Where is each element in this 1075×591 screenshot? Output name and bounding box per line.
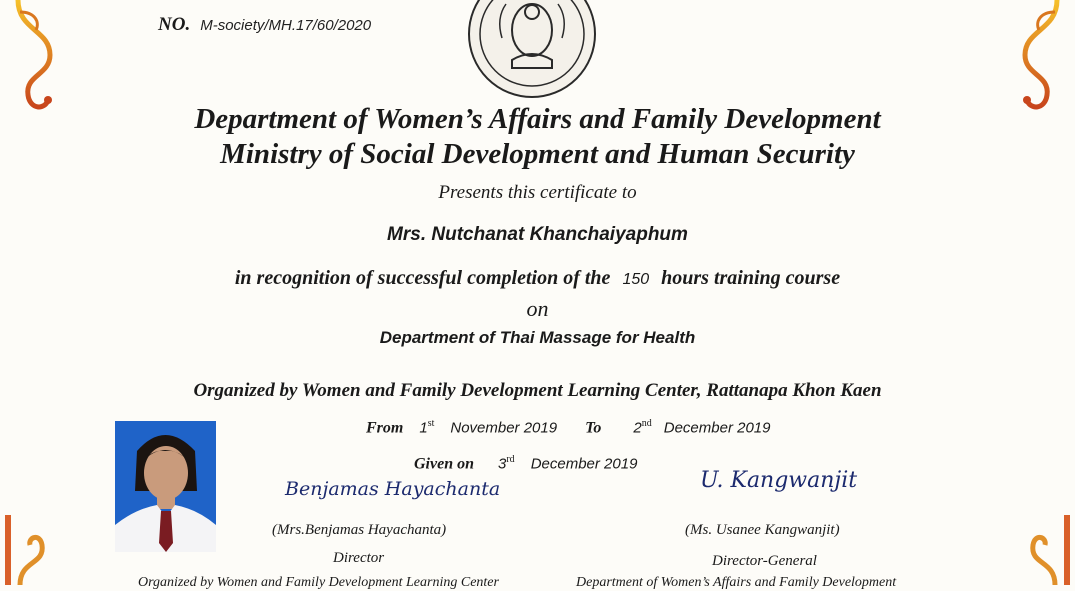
recognition-text-before: in recognition of successful completion of the [234, 267, 611, 289]
certificate-number-label: NO. [158, 14, 191, 35]
training-hours: 150 [622, 271, 650, 288]
to-month-year: December 2019 [663, 419, 771, 437]
to-label: To [585, 419, 602, 437]
from-day: 1 [419, 419, 428, 437]
director-title: Director [333, 550, 385, 566]
corner-ornament-top-left [0, 0, 80, 120]
from-month-year: November 2019 [450, 419, 558, 437]
director-signature: Benjamas Hayachanta [285, 478, 501, 500]
director-general-signature: U. Kangwanjit [700, 468, 858, 493]
certificate-number-value: M-society/MH.17/60/2020 [200, 17, 372, 34]
director-organization: Organized by Women and Family Development Learning Center [138, 575, 499, 590]
to-day-suffix: nd [641, 418, 652, 429]
corner-ornament-bottom-right [995, 515, 1075, 585]
given-label: Given on [414, 455, 474, 473]
recognition-line [0, 267, 1075, 290]
certificate-number [158, 14, 371, 36]
recognition-text-after: hours training course [661, 267, 841, 289]
department-heading: Department of Women’s Affairs and Family Development [194, 103, 881, 135]
ministry-heading: Ministry of Social Development and Human Security [220, 138, 855, 170]
corner-ornament-bottom-left [0, 515, 80, 585]
recipient-photo [115, 421, 216, 552]
given-day: 3 [498, 455, 507, 473]
training-period [366, 418, 770, 437]
director-general-title: Director-General [712, 553, 817, 569]
from-label: From [366, 419, 404, 437]
to-day: 2 [633, 419, 642, 437]
ministry-seal-emblem [466, 0, 598, 100]
given-day-suffix: rd [506, 454, 515, 465]
director-general-organization: Department of Women’s Affairs and Family Development [576, 575, 897, 590]
presents-text: Presents this certificate to [438, 182, 637, 203]
corner-ornament-top-right [995, 0, 1075, 120]
recipient-name: Mrs. Nutchanat Khanchaiyaphum [387, 224, 688, 245]
director-name: (Mrs.Benjamas Hayachanta) [272, 522, 447, 538]
from-day-suffix: st [427, 418, 435, 429]
director-general-name: (Ms. Usanee Kangwanjit) [685, 522, 840, 538]
organizer-line: Organized by Women and Family Development Learning Center, Rattanapa Khon Kaen [193, 380, 882, 401]
on-text: on [526, 296, 549, 321]
given-month-year: December 2019 [530, 455, 638, 473]
given-date [414, 454, 637, 473]
course-name: Department of Thai Massage for Health [379, 328, 696, 347]
